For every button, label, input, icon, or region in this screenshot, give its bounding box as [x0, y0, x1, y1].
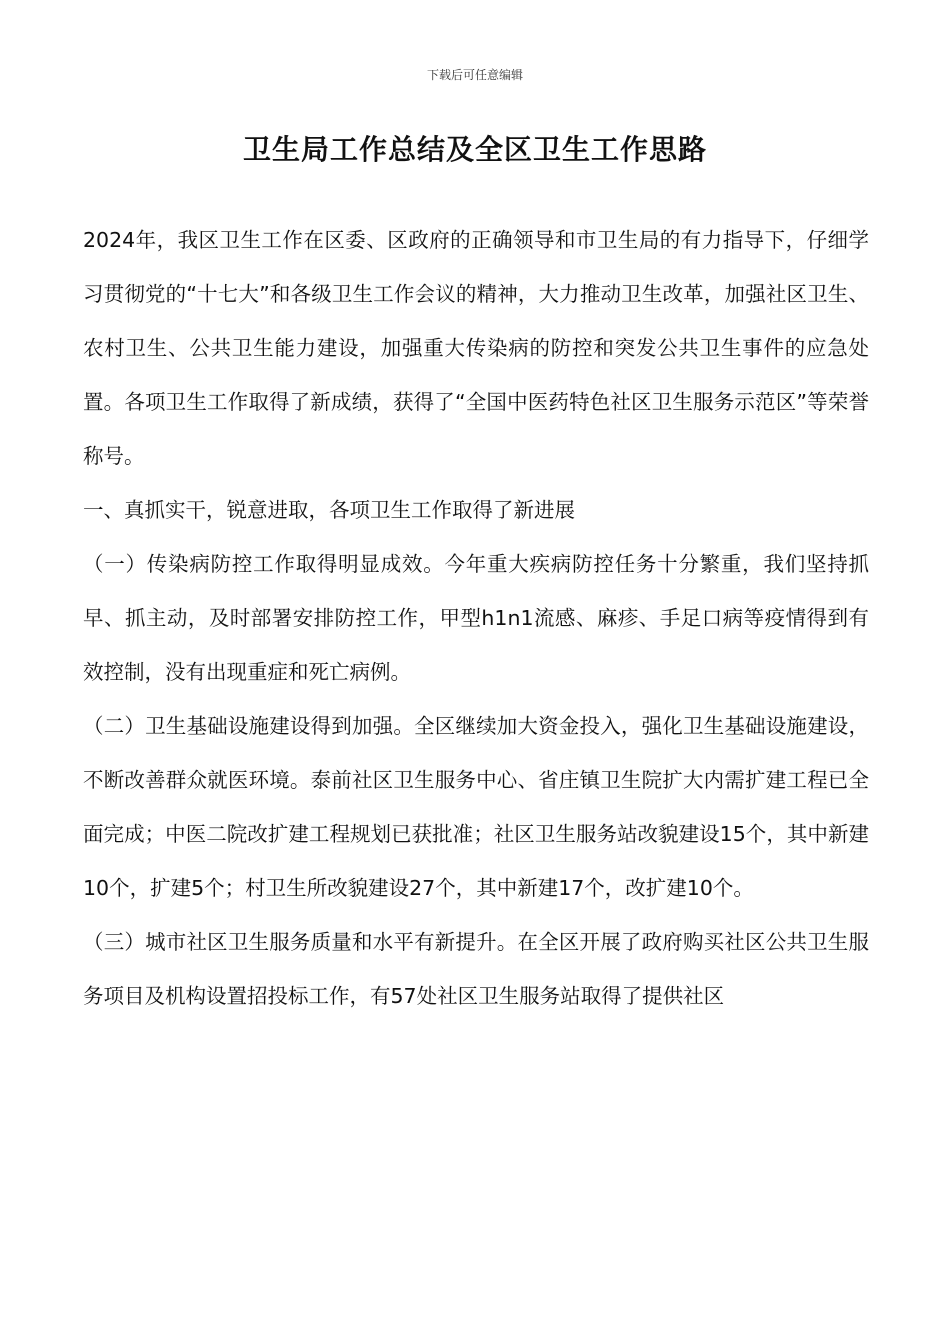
- document-title: 卫生局工作总结及全区卫生工作思路: [242, 133, 707, 166]
- paragraph-infectious-disease: （一）传染病防控工作取得明显成效。今年重大疾病防控任务十分繁重，我们坚持抓早、抓主动，及时部署安排防控工作，甲型h1n1流感、麻疹、手足口病等疫情得到有效控制，没有出现重症和死亡病例。: [83, 552, 869, 684]
- download-note: 下载后可任意编辑: [426, 68, 523, 82]
- intro-paragraph: 2024年，我区卫生工作在区委、区政府的正确领导和市卫生局的有力指导下，仔细学习贯彻党的“十七大”和各级卫生工作会议的精神，大力推动卫生改革，加强社区卫生、农村卫生、公共卫生能力建设，加强重大传染病的防控和突发公共卫生事件的应急处置。各项卫生工作取得了新成绩，获得了“全国中医药特色社区卫生服务示范区”等荣誉称号。: [83, 228, 869, 468]
- paragraph-community-service: （三）城市社区卫生服务质量和水平有新提升。在全区开展了政府购买社区公共卫生服务项目及机构设置招投标工作，有57处社区卫生服务站取得了提供社区: [83, 930, 869, 1008]
- paragraph-infrastructure: （二）卫生基础设施建设得到加强。全区继续加大资金投入，强化卫生基础设施建设，不断改善群众就医环境。泰前社区卫生服务中心、省庄镇卫生院扩大内需扩建工程已全面完成；中医二院改扩建工程规划已获批准；社区卫生服务站改貌建设15个，其中新建10个，扩建5个；村卫生所改貌建设27个，其中新建17个，改扩建10个。: [83, 714, 869, 900]
- document-body: [83, 213, 869, 1023]
- section-heading-1: 一、真抓实干，锐意进取，各项卫生工作取得了新进展: [83, 498, 575, 522]
